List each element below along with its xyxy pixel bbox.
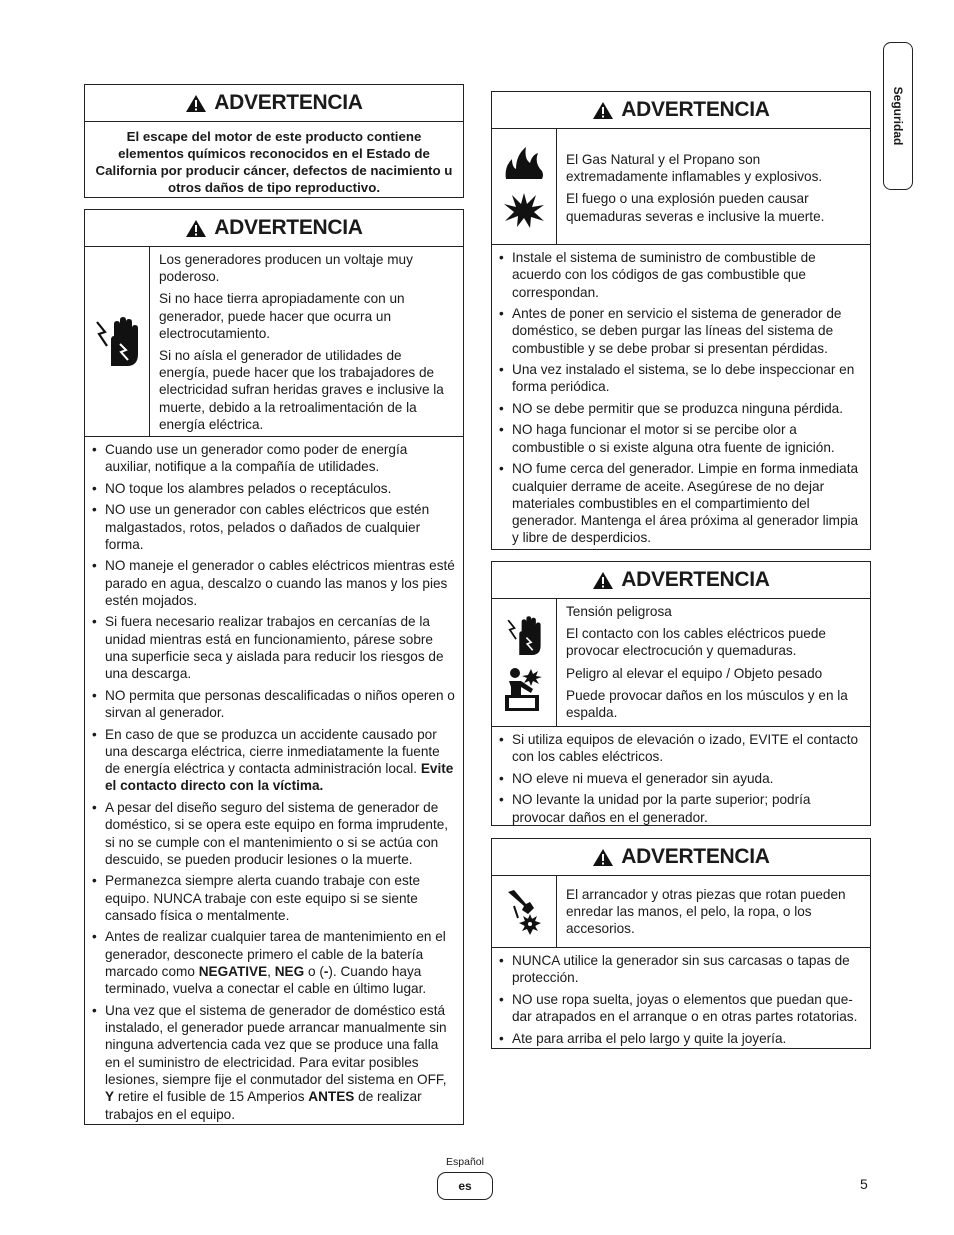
hazard-row	[492, 876, 870, 948]
hazard-row	[492, 129, 870, 245]
hazard-paragraph: El fuego o una explosión pueden causar quemaduras severas e inclusive la muerte.	[566, 191, 825, 224]
warning-title: ADVERTENCIA	[621, 98, 770, 121]
entanglement-hazard-icon	[504, 888, 544, 936]
list-item: • Antes de poner en servicio el sistema de generador de doméstico, se deben purgar las líneas del sistema de combustible y se debe probar si presentan pérdidas.	[512, 305, 864, 357]
warning-box-fuel	[491, 91, 871, 550]
warning-box-moving-parts	[491, 838, 871, 1049]
warning-text: El escape del motor de este producto contiene elementos químicos reconocidos en el Estado de California por producir cáncer, defectos de nacimiento u otros daños de tipo reproductivo.	[95, 129, 453, 195]
list-item: • NO toque los alambres pelados o receptáculos.	[105, 480, 457, 497]
hazard-icon-column	[492, 599, 557, 726]
language-label: Español	[446, 1156, 484, 1168]
hazard-paragraph: Puede provocar daños en los músculos y en la espalda.	[566, 687, 848, 721]
warning-header	[492, 839, 870, 876]
electric-shock-hand-icon	[93, 314, 141, 370]
hazard-paragraph: El contacto con los cables eléctricos puede provocar electrocución y quemaduras.	[566, 626, 826, 659]
warning-triangle-icon	[592, 571, 614, 590]
hazard-description	[557, 876, 870, 947]
page-number: 5	[860, 1176, 868, 1192]
list-item: • NO se debe permitir que se produzca ninguna pérdida.	[512, 400, 864, 417]
heavy-lifting-icon	[501, 667, 547, 713]
hazard-paragraph: El arrancador y otras piezas que rotan pueden enredar las manos, el pelo, la ropa, o los accesorios.	[566, 887, 846, 937]
list-item: • NO permita que personas descalificadas o niños operen o sirvan al generador.	[105, 687, 457, 722]
warning-header	[492, 92, 870, 129]
list-item: • Una vez instalado el sistema, se lo debe inspeccionar en forma periódica.	[512, 361, 864, 396]
hazard-row	[492, 599, 870, 727]
hazard-icon-column	[492, 876, 557, 947]
precaution-list	[492, 727, 870, 834]
list-item: • En caso de que se produzca un accidente causado por una descarga eléctrica, cierre inmediatamente la fuente de energía eléctrica y contacta administración local. Evite el contacto directo con la víctima.	[105, 726, 457, 795]
warning-box-voltage-lifting	[491, 561, 871, 826]
warning-title: ADVERTENCIA	[621, 568, 770, 591]
electric-shock-hand-icon	[505, 613, 543, 659]
hazard-description	[150, 247, 463, 436]
list-item: • Cuando use un generador como poder de energía auxiliar, notifique a la compañía de utilidades.	[105, 441, 457, 476]
hazard-paragraph: Si no aísla el generador de utilidades de energía, puede hacer que los trabajadores de electricidad sufran heridas graves e inclusive la muerte, debido a la retroalimentación de la energía eléctrica.	[159, 348, 444, 432]
list-item: • Instale el sistema de suministro de combustible de acuerdo con los códigos de gas combustible que correspondan.	[512, 249, 864, 301]
list-item: • NO levante la unidad por la parte superior; podría provocar daños en el generador.	[512, 791, 864, 826]
emphasis-text: Evite el contacto directo con la víctima.	[105, 761, 454, 794]
precaution-list	[85, 437, 463, 1131]
list-item: • NO haga funcionar el motor si se percibe olor a combustible o si existe alguna otra fuente de ignición.	[512, 421, 864, 456]
language-code-badge: es	[437, 1172, 493, 1200]
list-item: • Si fuera necesario realizar trabajos en cercanías de la unidad mientras está en funcionamiento, párese sobre una superficie seca y aislada para reducir los riesgos de una descarga.	[105, 613, 457, 682]
warning-box-electrical	[84, 209, 464, 1125]
hazard-paragraph: Si no hace tierra apropiadamente con un generador, puede hacer que ocurra un electrocutamiento.	[159, 291, 405, 341]
list-item: • Una vez que el sistema de generador de doméstico está instalado, el generador puede arrancar manualmente sin ninguna advertencia cada vez que se produce una falla en el suministro de electricidad. Para evitar posibles lesiones, siempre fije el conmutador del sistema en OFF, Y retire el fusible de 15 Amperios ANTES de realizar trabajos en el equipo.	[105, 1002, 457, 1123]
warning-header	[85, 85, 463, 122]
list-item: • Permanezca siempre alerta cuando trabaje con este equipo. NUNCA trabaje con este equipo si se siente cansado física o mentalmente.	[105, 872, 457, 924]
list-item: • NO maneje el generador o cables eléctricos mientras esté parado en agua, descalzo o cuando las manos y los pies estén mojados.	[105, 557, 457, 609]
precaution-list	[492, 948, 870, 1055]
warning-title: ADVERTENCIA	[214, 216, 363, 239]
warning-header	[492, 562, 870, 599]
list-item: • Ate para arriba el pelo largo y quite la joyería.	[512, 1030, 864, 1047]
list-item: • NO fume cerca del generador. Limpie en forma inmediata cualquier derrame de aceite. Asegúrese de no dejar materiales combustibles en el compartimiento del generador. Mantenga el área próxima al generador limpia y libre de desperdicios.	[512, 460, 864, 546]
hazard-description	[557, 599, 870, 726]
list-item: • A pesar del diseño seguro del sistema de generador de doméstico, si se opera este equipo en forma imprudente, si no se cumple con el mantenimiento o si se actúa con descuido, se pueden producir lesiones o la muerte.	[105, 799, 457, 868]
fire-icon	[502, 145, 546, 181]
warning-header	[85, 210, 463, 247]
warning-title: ADVERTENCIA	[214, 91, 363, 114]
warning-triangle-icon	[592, 101, 614, 120]
hazard-paragraph: El Gas Natural y el Propano son extremadamente inflamables y explosivos.	[566, 152, 823, 185]
hazard-paragraph: Tensión peligrosa	[566, 604, 672, 619]
list-item: • Si utiliza equipos de elevación o izado, EVITE el contacto con los cables eléctricos.	[512, 731, 864, 766]
section-tab-seguridad	[883, 42, 913, 190]
hazard-paragraph: Peligro al elevar el equipo / Objeto pesado	[566, 665, 823, 681]
precaution-list	[492, 245, 870, 555]
hazard-description	[557, 129, 870, 244]
hazard-icon-column	[492, 129, 557, 244]
hazard-row	[85, 247, 463, 437]
hazard-paragraph: Los generadores producen un voltaje muy poderoso.	[159, 252, 413, 285]
warning-title: ADVERTENCIA	[621, 845, 770, 868]
warning-triangle-icon	[185, 219, 207, 238]
warning-box-emissions	[84, 84, 464, 198]
warning-triangle-icon	[185, 94, 207, 113]
list-item: • Antes de realizar cualquier tarea de mantenimiento en el generador, desconecte primero el cable de la batería marcado como NEGATIVE, NEG o (-). Cuando haya terminado, vuelva a conectar el cable en último lugar.	[105, 928, 457, 997]
explosion-icon	[502, 191, 546, 229]
section-tab-label: Seguridad	[891, 86, 905, 146]
list-item: • NO eleve ni mueva el generador sin ayuda.	[512, 770, 864, 787]
list-item: • NO use ropa suelta, joyas o elementos que puedan que-dar atrapados en el arranque o en otras partes rotatorias.	[512, 991, 864, 1026]
list-item: • NUNCA utilice la generador sin sus carcasas o tapas de protección.	[512, 952, 864, 987]
list-item: • NO use un generador con cables eléctricos que estén malgastados, rotos, pelados o dañados de cualquier forma.	[105, 501, 457, 553]
warning-triangle-icon	[592, 848, 614, 867]
hazard-icon-column	[85, 247, 150, 436]
